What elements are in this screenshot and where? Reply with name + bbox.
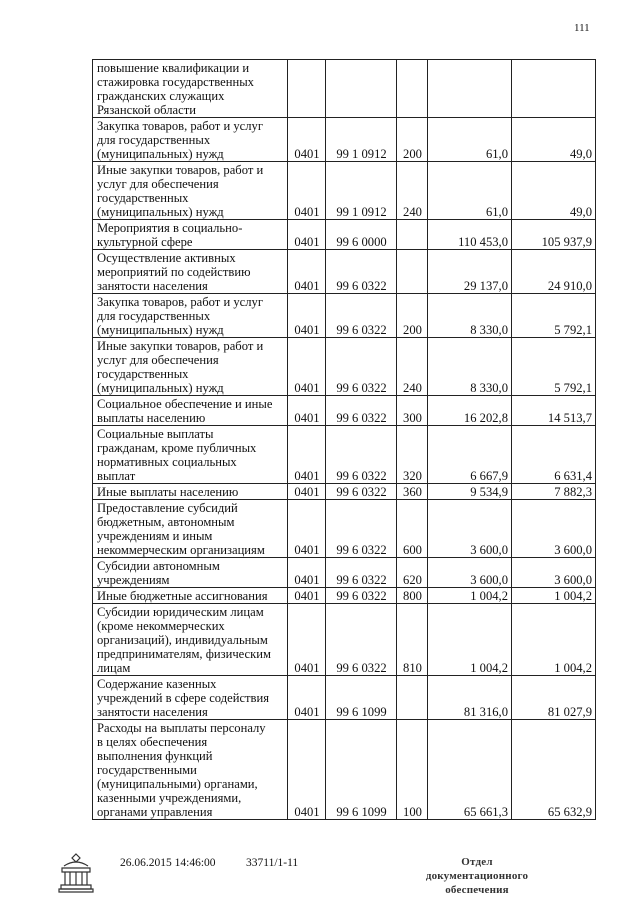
department-line: Отдел документационного bbox=[425, 856, 529, 882]
item-name-line: государственных bbox=[97, 367, 189, 381]
article-code-cell: 99 6 0322 bbox=[326, 338, 397, 396]
item-name-line: занятости населения bbox=[97, 279, 208, 293]
table-row bbox=[93, 162, 596, 220]
expense-kind-cell bbox=[397, 220, 428, 250]
table-row bbox=[93, 426, 596, 484]
item-name-cell bbox=[93, 500, 288, 558]
item-name-line: Содержание казенных bbox=[97, 677, 217, 691]
expense-kind-cell: 810 bbox=[397, 604, 428, 676]
item-name-line: Закупка товаров, работ и услуг bbox=[97, 119, 263, 133]
amount-cell: 49,0 bbox=[512, 118, 596, 162]
expense-kind-cell: 100 bbox=[397, 720, 428, 820]
article-code-cell: 99 6 0322 bbox=[326, 484, 397, 500]
item-name-line: стажировка государственных bbox=[97, 75, 254, 89]
section-code-cell: 0401 bbox=[288, 676, 326, 720]
item-name-line: Субсидии юридическим лицам bbox=[97, 605, 264, 619]
item-name-cell bbox=[93, 720, 288, 820]
item-name-line: Осуществление активных bbox=[97, 251, 236, 265]
item-name-line: (муниципальных) нужд bbox=[97, 323, 224, 337]
expense-kind-cell: 200 bbox=[397, 294, 428, 338]
amount-cell bbox=[428, 60, 512, 118]
item-name-line: Предоставление субсидий bbox=[97, 501, 238, 515]
item-name-line: организаций), индивидуальным bbox=[97, 633, 268, 647]
article-code-cell: 99 6 0322 bbox=[326, 396, 397, 426]
item-name-line: государственными bbox=[97, 763, 197, 777]
article-code-cell: 99 6 0322 bbox=[326, 294, 397, 338]
table-row bbox=[93, 604, 596, 676]
amount-cell: 105 937,9 bbox=[512, 220, 596, 250]
expense-kind-cell: 600 bbox=[397, 500, 428, 558]
amount-cell: 29 137,0 bbox=[428, 250, 512, 294]
expense-kind-cell: 800 bbox=[397, 588, 428, 604]
item-name-cell bbox=[93, 558, 288, 588]
item-name-line: предпринимателям, физическим bbox=[97, 647, 271, 661]
article-code-cell: 99 6 0322 bbox=[326, 558, 397, 588]
amount-cell: 49,0 bbox=[512, 162, 596, 220]
item-name-line: Иные закупки товаров, работ и bbox=[97, 163, 264, 177]
item-name-line: гражданских служащих bbox=[97, 89, 225, 103]
section-code-cell: 0401 bbox=[288, 484, 326, 500]
item-name-line: выплаты населению bbox=[97, 411, 206, 425]
expense-kind-cell: 240 bbox=[397, 162, 428, 220]
expense-kind-cell: 620 bbox=[397, 558, 428, 588]
amount-cell: 1 004,2 bbox=[512, 604, 596, 676]
item-name-line: некоммерческим организациям bbox=[97, 543, 265, 557]
item-name-line: выполнения функций bbox=[97, 749, 213, 763]
footer-doc-number: 33711/1-11 bbox=[246, 857, 299, 869]
amount-cell: 5 792,1 bbox=[512, 338, 596, 396]
table-row bbox=[93, 588, 596, 604]
item-name-cell bbox=[93, 588, 288, 604]
amount-cell: 3 600,0 bbox=[428, 500, 512, 558]
table-row bbox=[93, 220, 596, 250]
item-name-line: (муниципальными) органами, bbox=[97, 777, 258, 791]
item-name-cell bbox=[93, 338, 288, 396]
table-row bbox=[93, 558, 596, 588]
item-name-line: повышение квалификации и bbox=[97, 61, 250, 75]
amount-cell: 61,0 bbox=[428, 118, 512, 162]
item-name-line: услуг для обеспечения bbox=[97, 353, 219, 367]
expense-kind-cell: 320 bbox=[397, 426, 428, 484]
amount-cell bbox=[512, 60, 596, 118]
item-name-line: (муниципальных) нужд bbox=[97, 205, 224, 219]
item-name-line: Иные закупки товаров, работ и bbox=[97, 339, 264, 353]
item-name-cell bbox=[93, 118, 288, 162]
amount-cell: 16 202,8 bbox=[428, 396, 512, 426]
section-code-cell: 0401 bbox=[288, 162, 326, 220]
section-code-cell: 0401 bbox=[288, 220, 326, 250]
article-code-cell: 99 6 1099 bbox=[326, 720, 397, 820]
amount-cell: 8 330,0 bbox=[428, 294, 512, 338]
item-name-line: Социальные выплаты bbox=[97, 427, 214, 441]
amount-cell: 61,0 bbox=[428, 162, 512, 220]
item-name-cell bbox=[93, 220, 288, 250]
section-code-cell: 0401 bbox=[288, 588, 326, 604]
section-code-cell: 0401 bbox=[288, 118, 326, 162]
amount-cell: 81 316,0 bbox=[428, 676, 512, 720]
expense-kind-cell bbox=[397, 676, 428, 720]
amount-cell: 6 667,9 bbox=[428, 426, 512, 484]
item-name-line: бюджетным, автономным bbox=[97, 515, 235, 529]
item-name-line: Расходы на выплаты персоналу bbox=[97, 721, 266, 735]
section-code-cell: 0401 bbox=[288, 250, 326, 294]
section-code-cell: 0401 bbox=[288, 558, 326, 588]
section-code-cell: 0401 bbox=[288, 294, 326, 338]
table-row bbox=[93, 500, 596, 558]
amount-cell: 9 534,9 bbox=[428, 484, 512, 500]
article-code-cell bbox=[326, 60, 397, 118]
budget-table bbox=[92, 59, 596, 820]
item-name-cell bbox=[93, 162, 288, 220]
article-code-cell: 99 6 0322 bbox=[326, 426, 397, 484]
amount-cell: 8 330,0 bbox=[428, 338, 512, 396]
amount-cell: 65 661,3 bbox=[428, 720, 512, 820]
article-code-cell: 99 6 0322 bbox=[326, 250, 397, 294]
item-name-line: Субсидии автономным bbox=[97, 559, 220, 573]
item-name-line: органами управления bbox=[97, 805, 213, 819]
section-code-cell: 0401 bbox=[288, 604, 326, 676]
article-code-cell: 99 6 0322 bbox=[326, 588, 397, 604]
table-row bbox=[93, 294, 596, 338]
item-name-line: Иные бюджетные ассигнования bbox=[97, 589, 268, 603]
article-code-cell: 99 6 0000 bbox=[326, 220, 397, 250]
expense-kind-cell: 200 bbox=[397, 118, 428, 162]
expense-kind-cell bbox=[397, 60, 428, 118]
item-name-line: нормативных социальных bbox=[97, 455, 237, 469]
amount-cell: 1 004,2 bbox=[428, 604, 512, 676]
item-name-line: для государственных bbox=[97, 133, 211, 147]
amount-cell: 65 632,9 bbox=[512, 720, 596, 820]
table-row bbox=[93, 118, 596, 162]
expense-kind-cell: 300 bbox=[397, 396, 428, 426]
item-name-line: Иные выплаты населению bbox=[97, 485, 239, 499]
item-name-line: занятости населения bbox=[97, 705, 208, 719]
item-name-line: гражданам, кроме публичных bbox=[97, 441, 257, 455]
section-code-cell: 0401 bbox=[288, 426, 326, 484]
article-code-cell: 99 6 0322 bbox=[326, 500, 397, 558]
emblem-icon bbox=[56, 851, 96, 895]
amount-cell: 6 631,4 bbox=[512, 426, 596, 484]
item-name-line: культурной сфере bbox=[97, 235, 193, 249]
item-name-line: (кроме некоммерческих bbox=[97, 619, 225, 633]
article-code-cell: 99 1 0912 bbox=[326, 118, 397, 162]
table-row bbox=[93, 396, 596, 426]
section-code-cell: 0401 bbox=[288, 338, 326, 396]
amount-cell: 1 004,2 bbox=[512, 588, 596, 604]
amount-cell: 3 600,0 bbox=[428, 558, 512, 588]
table-row bbox=[93, 484, 596, 500]
item-name-line: выплат bbox=[97, 469, 136, 483]
section-code-cell: 0401 bbox=[288, 500, 326, 558]
page-footer bbox=[0, 845, 640, 905]
item-name-line: учреждениям и иным bbox=[97, 529, 213, 543]
item-name-line: (муниципальных) нужд bbox=[97, 147, 224, 161]
item-name-cell bbox=[93, 294, 288, 338]
item-name-cell bbox=[93, 60, 288, 118]
item-name-line: учреждениям bbox=[97, 573, 170, 587]
expense-kind-cell bbox=[397, 250, 428, 294]
table-row bbox=[93, 676, 596, 720]
department-line: обеспечения bbox=[445, 884, 509, 896]
department-stamp bbox=[412, 855, 542, 897]
amount-cell: 5 792,1 bbox=[512, 294, 596, 338]
item-name-line: мероприятий по содействию bbox=[97, 265, 251, 279]
amount-cell: 110 453,0 bbox=[428, 220, 512, 250]
expense-kind-cell: 240 bbox=[397, 338, 428, 396]
section-code-cell bbox=[288, 60, 326, 118]
item-name-line: Закупка товаров, работ и услуг bbox=[97, 295, 263, 309]
item-name-cell bbox=[93, 250, 288, 294]
table-row bbox=[93, 720, 596, 820]
table-row bbox=[93, 250, 596, 294]
item-name-cell bbox=[93, 426, 288, 484]
item-name-line: лицам bbox=[97, 661, 131, 675]
item-name-line: в целях обеспечения bbox=[97, 735, 208, 749]
amount-cell: 24 910,0 bbox=[512, 250, 596, 294]
item-name-cell bbox=[93, 604, 288, 676]
item-name-line: Социальное обеспечение и иные bbox=[97, 397, 273, 411]
section-code-cell: 0401 bbox=[288, 396, 326, 426]
amount-cell: 1 004,2 bbox=[428, 588, 512, 604]
item-name-line: услуг для обеспечения bbox=[97, 177, 219, 191]
page-number: 111 bbox=[574, 22, 590, 34]
amount-cell: 7 882,3 bbox=[512, 484, 596, 500]
article-code-cell: 99 6 1099 bbox=[326, 676, 397, 720]
table-row bbox=[93, 338, 596, 396]
item-name-line: (муниципальных) нужд bbox=[97, 381, 224, 395]
amount-cell: 3 600,0 bbox=[512, 500, 596, 558]
article-code-cell: 99 1 0912 bbox=[326, 162, 397, 220]
item-name-line: Мероприятия в социально- bbox=[97, 221, 243, 235]
amount-cell: 3 600,0 bbox=[512, 558, 596, 588]
table-row bbox=[93, 60, 596, 118]
item-name-line: государственных bbox=[97, 191, 189, 205]
article-code-cell: 99 6 0322 bbox=[326, 604, 397, 676]
amount-cell: 81 027,9 bbox=[512, 676, 596, 720]
item-name-cell bbox=[93, 484, 288, 500]
item-name-line: учреждений в сфере содействия bbox=[97, 691, 270, 705]
footer-datetime: 26.06.2015 14:46:00 bbox=[120, 857, 216, 869]
item-name-line: казенными учреждениями, bbox=[97, 791, 242, 805]
item-name-cell bbox=[93, 396, 288, 426]
item-name-line: для государственных bbox=[97, 309, 211, 323]
item-name-line: Рязанской области bbox=[97, 103, 196, 117]
amount-cell: 14 513,7 bbox=[512, 396, 596, 426]
section-code-cell: 0401 bbox=[288, 720, 326, 820]
expense-kind-cell: 360 bbox=[397, 484, 428, 500]
item-name-cell bbox=[93, 676, 288, 720]
